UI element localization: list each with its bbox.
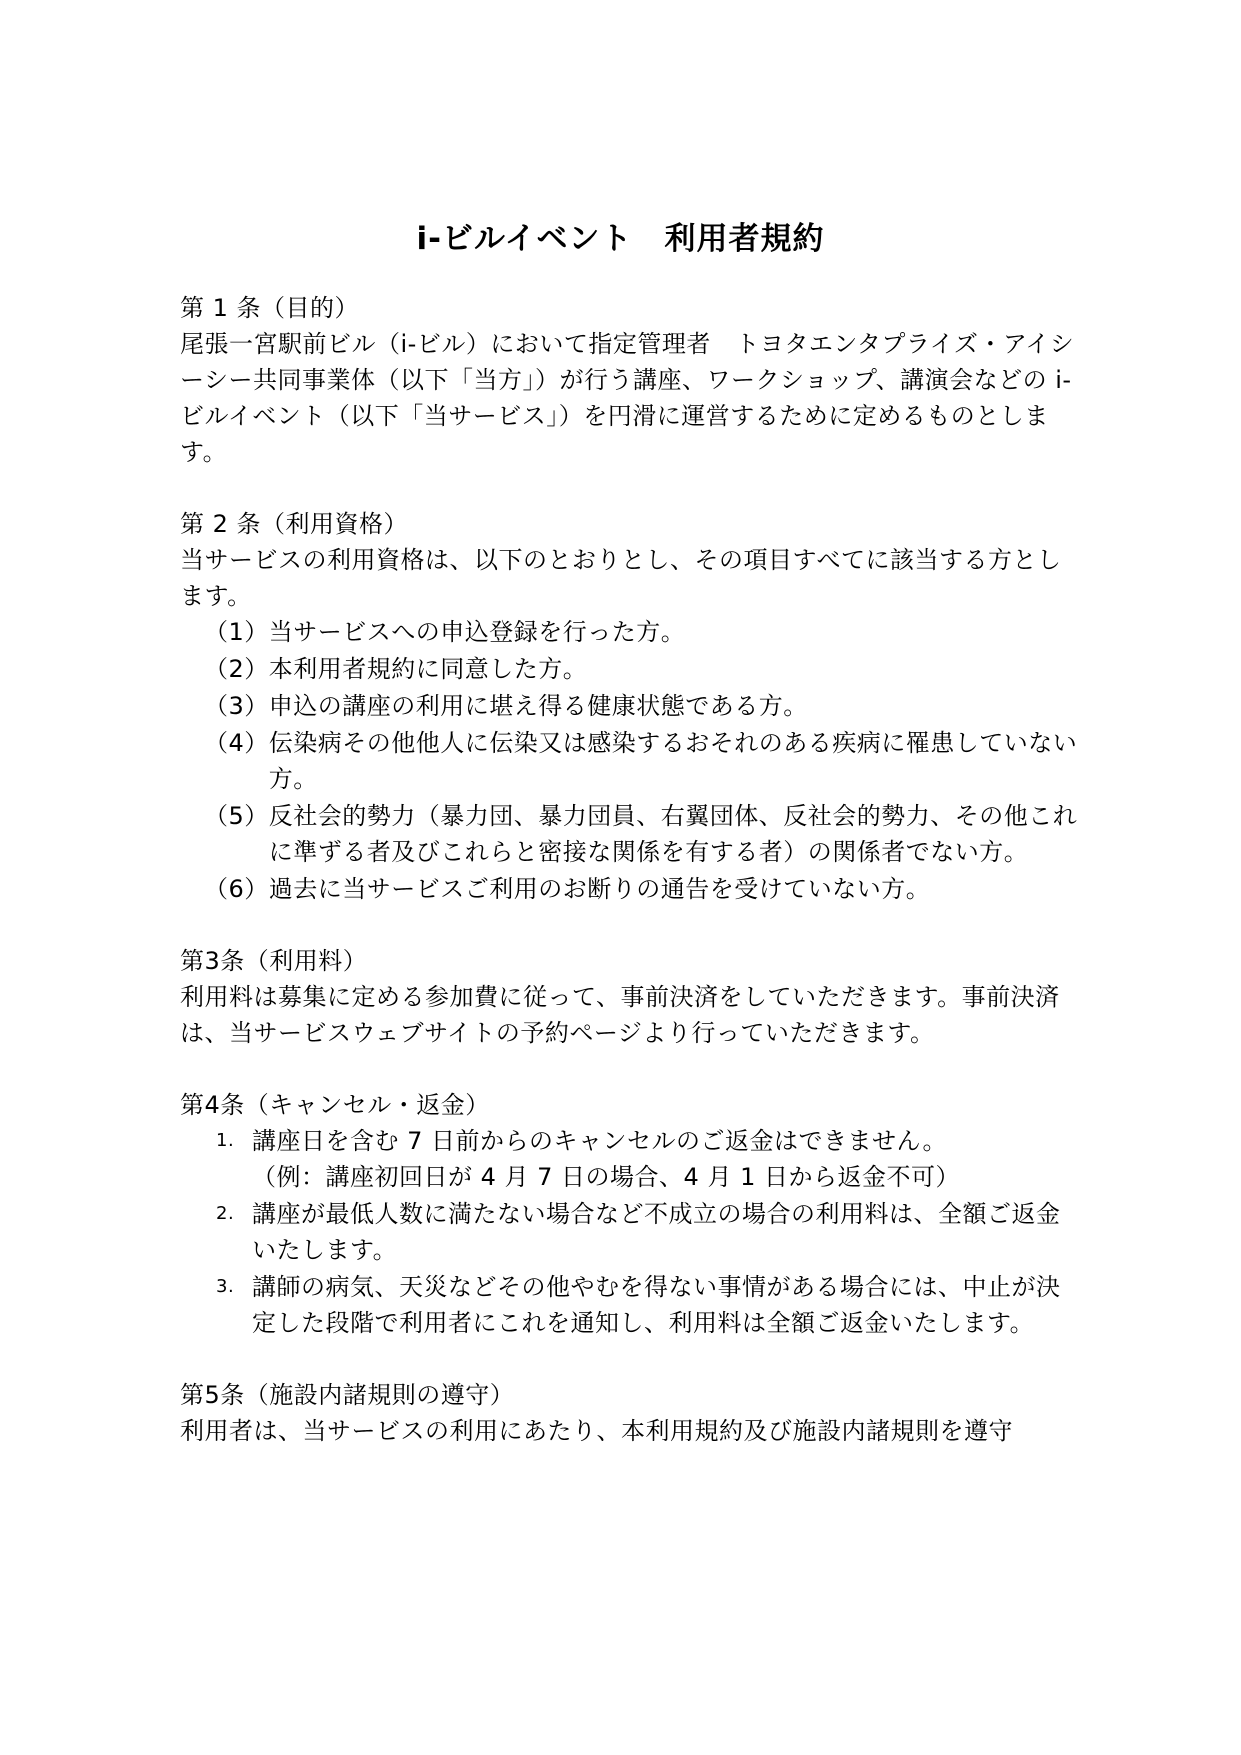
- list-item: [180, 798, 1080, 870]
- page-title: i-ビルイベント 利用者規約: [416, 220, 825, 257]
- cancellation-list: [180, 1123, 1080, 1341]
- article-5-body: 利用者は、当サービスの利用にあたり、本利用規約及び施設内諸規則を遵守: [180, 1417, 1013, 1445]
- article-3-body: 利用料は募集に定める参加費に従って、事前決済をしていただきます。事前決済は、当サービスウェブサイトの予約ページより行っていただきます。: [180, 983, 1060, 1047]
- list-text: 伝染病その他他人に伝染又は感染するおそれのある疾病に罹患していない方。: [268, 729, 1078, 793]
- list-text: 講師の病気、天災などその他やむを得ない事情がある場合には、中止が決定した段階で利用者にこれを通知し、利用料は全額ご返金いたします。: [252, 1273, 1061, 1337]
- list-marker: （5）: [204, 802, 269, 830]
- article-2-body: 当サービスの利用資格は、以下のとおりとし、その項目すべてに該当する方とします。: [180, 546, 1062, 610]
- eligibility-list: [180, 614, 1080, 907]
- list-text: 本利用者規約に同意した方。: [268, 655, 588, 683]
- list-item: [180, 614, 1080, 650]
- list-text: 過去に当サービスご利用のお断りの通告を受けていない方。: [268, 875, 931, 903]
- article-4: [180, 1087, 1080, 1341]
- list-item: [180, 1196, 1080, 1268]
- article-1-body: 尾張一宮駅前ビル（i-ビル）において指定管理者 トヨタエンタプライズ・アイシーシー共同事業体（以下「当方」）が行う講座、ワークショップ、講演会などの i-ビルイベント（以下「当サービス」）を円滑に運営するために定めるものとします。: [180, 330, 1075, 466]
- list-text: 申込の講座の利用に堪え得る健康状態である方。: [268, 692, 808, 720]
- list-item: [180, 688, 1080, 724]
- list-marker: （3）: [204, 692, 269, 720]
- article-5: [180, 1377, 1080, 1449]
- list-marker: （1）: [204, 618, 269, 646]
- list-note: （例：講座初回日が 4 月 7 日の場合、4 月 1 日から返金不可）: [252, 1163, 960, 1191]
- list-item: [180, 651, 1080, 687]
- article-1: [180, 290, 1080, 470]
- list-text-block: [252, 1123, 1080, 1195]
- list-marker: 1.: [216, 1130, 235, 1151]
- article-3-heading: 第3条（利用料）: [180, 947, 368, 975]
- list-marker: （6）: [204, 875, 269, 903]
- article-5-heading: 第5条（施設内諸規則の遵守）: [180, 1381, 515, 1409]
- list-marker: （2）: [204, 655, 269, 683]
- list-text: 反社会的勢力（暴力団、暴力団員、右翼団体、反社会的勢力、その他これに準ずる者及びこれらと密接な関係を有する者）の関係者でない方。: [268, 802, 1078, 866]
- list-item: [180, 871, 1080, 907]
- list-marker: （4）: [204, 729, 269, 757]
- list-text: 講座日を含む 7 日前からのキャンセルのご返金はできません。: [252, 1127, 947, 1155]
- list-marker: 2.: [216, 1203, 235, 1224]
- article-1-heading: 第 1 条（目的）: [180, 294, 360, 322]
- list-text: 講座が最低人数に満たない場合など不成立の場合の利用料は、全額ご返金いたします。: [252, 1200, 1061, 1264]
- list-item: [180, 1269, 1080, 1341]
- list-marker: 3.: [216, 1276, 235, 1297]
- article-3: [180, 943, 1080, 1051]
- article-2: [180, 506, 1080, 907]
- list-item: [180, 725, 1080, 797]
- article-4-heading: 第4条（キャンセル・返金）: [180, 1091, 490, 1119]
- list-item: [180, 1123, 1080, 1195]
- list-text: 当サービスへの申込登録を行った方。: [268, 618, 686, 646]
- article-2-heading: 第 2 条（利用資格）: [180, 510, 409, 538]
- terms-content: [180, 290, 1080, 1485]
